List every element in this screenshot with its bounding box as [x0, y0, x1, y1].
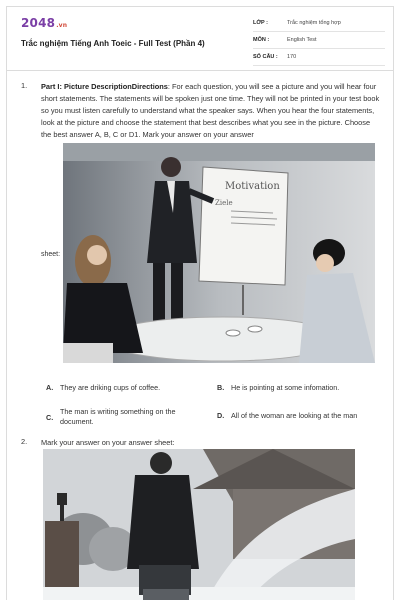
flipchart-title: Motivation — [225, 181, 280, 192]
question-2 — [21, 437, 383, 600]
question-1-photo — [63, 143, 375, 363]
part-heading: Part I: Picture DescriptionDirections — [41, 82, 168, 91]
test-sheet — [6, 6, 394, 600]
meta-label: LỚP : — [253, 20, 268, 26]
meta-row-count — [253, 51, 385, 66]
meta-value: English Test — [287, 37, 317, 43]
question-number: 1. — [21, 81, 28, 90]
meta-row-class — [253, 17, 385, 32]
snowblower-photo-illustration — [43, 449, 355, 600]
page-title: Trắc nghiệm Tiếng Anh Toeic - Full Test (Phần 4) — [21, 39, 205, 48]
option-text: The man is writing something on the document. — [60, 407, 176, 426]
directions-text: : For each question, you will see a picture and you will hear four short statements. The statements will be spoken just one time. They will not be printed in your test book so you must listen carefully to understand what the speaker says. When you hear the four statements, look at the picture and choose the statement that best describes what you see in the picture. Choose the best answer A, B, C or D1. Mark your answer on your answer — [41, 82, 380, 139]
question-text — [41, 81, 381, 141]
meta-label: SỐ CÂU : — [253, 54, 278, 60]
option-letter: D. — [217, 411, 225, 420]
option-c[interactable] — [46, 407, 206, 431]
meta-value: Trắc nghiệm tổng hợp — [287, 20, 341, 26]
question-1 — [21, 81, 383, 437]
option-letter: A. — [46, 383, 54, 392]
question-2-photo — [43, 449, 355, 600]
question-trailing-text: sheet: — [41, 251, 61, 258]
flipchart-subtitle: Ziele — [215, 199, 233, 207]
meeting-photo-illustration — [63, 143, 375, 363]
question-number: 2. — [21, 437, 28, 446]
meta-label: MÔN : — [253, 37, 270, 43]
test-meta — [253, 17, 385, 68]
option-text: All of the woman are looking at the man — [231, 411, 358, 420]
site-logo[interactable] — [21, 16, 67, 30]
header — [7, 7, 393, 71]
option-letter: C. — [46, 413, 54, 422]
meta-value: 170 — [287, 54, 297, 60]
option-text: He is pointing at some infomation. — [231, 383, 340, 392]
option-letter: B. — [217, 383, 225, 392]
question-text: Mark your answer on your answer sheet: — [41, 438, 175, 447]
logo-text: 2048 — [21, 16, 56, 30]
meta-row-subject — [253, 34, 385, 49]
option-text: They are driking cups of coffee. — [60, 383, 161, 392]
logo-suffix: .vn — [56, 22, 68, 29]
